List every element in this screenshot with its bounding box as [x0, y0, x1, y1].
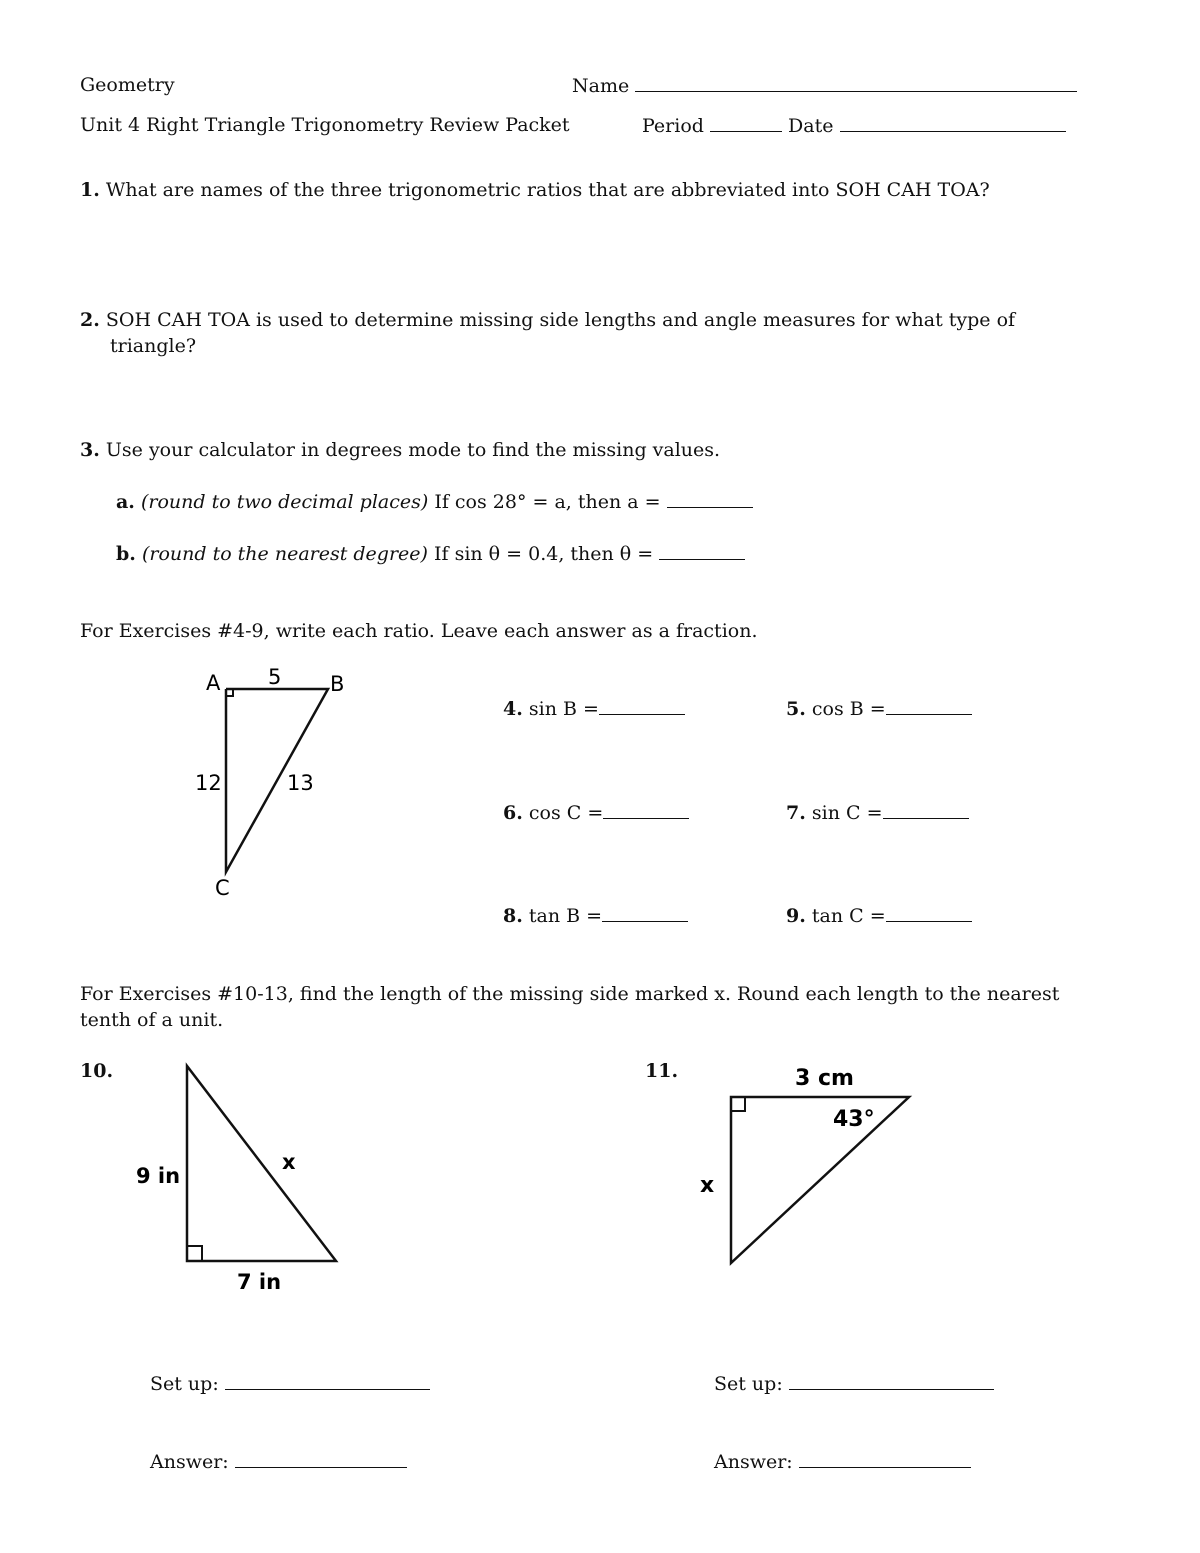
question-3a — [116, 489, 753, 514]
problem-10-figure — [130, 1055, 370, 1300]
exercise-4-blank[interactable] — [599, 696, 685, 715]
exercise-5 — [786, 696, 972, 721]
problem-10-number: 10. — [80, 1060, 114, 1082]
exercise-9-blank[interactable] — [886, 903, 972, 922]
problem-10-setup — [150, 1371, 430, 1396]
problem-10-leg-label: 9 in — [136, 1164, 181, 1188]
date-label: Date — [788, 115, 834, 137]
problem-11-answer-blank[interactable] — [799, 1449, 971, 1468]
question-2-text-line2: triangle? — [110, 335, 197, 357]
exercise-9 — [786, 903, 972, 928]
problem-11-number: 11. — [645, 1060, 679, 1082]
exercise-9-number: 9. — [786, 905, 806, 927]
exercises-10-13-instruction-line1: For Exercises #10-13, find the length of the missing side marked x. Round each length to the nearest — [80, 983, 1060, 1005]
side-ac-label: 12 — [195, 771, 222, 795]
exercises-4-9-instruction: For Exercises #4-9, write each ratio. Leave each answer as a fraction. — [80, 620, 758, 642]
exercise-7 — [786, 800, 969, 825]
triangle-abc-figure — [190, 660, 370, 905]
exercise-8-blank[interactable] — [602, 903, 688, 922]
course-title: Geometry — [80, 74, 175, 96]
vertex-c-label: C — [215, 876, 230, 900]
problem-11-setup-blank[interactable] — [789, 1371, 994, 1390]
question-3a-text: If cos 28° = a, then a = — [434, 491, 661, 513]
question-2-number: 2. — [80, 309, 100, 331]
question-3-text: Use your calculator in degrees mode to find the missing values. — [105, 439, 721, 461]
question-3b-hint: (round to the nearest degree) — [141, 543, 428, 565]
problem-10-answer-label: Answer: — [150, 1451, 229, 1473]
name-field[interactable] — [572, 73, 1077, 98]
question-3b-blank[interactable] — [659, 541, 745, 560]
exercise-6-blank[interactable] — [603, 800, 689, 819]
question-1 — [80, 178, 990, 202]
side-bc-label: 13 — [287, 771, 314, 795]
name-label: Name — [572, 75, 630, 97]
problem-11-triangle — [731, 1097, 909, 1263]
question-1-number: 1. — [80, 179, 100, 201]
problem-11-setup-label: Set up: — [714, 1373, 783, 1395]
question-3b-text: If sin θ = 0.4, then θ = — [434, 543, 654, 565]
problem-10-setup-blank[interactable] — [225, 1371, 430, 1390]
vertex-a-label: A — [206, 671, 221, 695]
exercises-10-13-instruction-line2: tenth of a unit. — [80, 1009, 224, 1031]
exercise-4 — [503, 696, 685, 721]
problem-10-base-label: 7 in — [237, 1270, 282, 1294]
exercise-6-expr: cos C = — [528, 802, 604, 824]
problem-10-triangle — [187, 1066, 336, 1261]
exercise-8 — [503, 903, 688, 928]
question-3-number: 3. — [80, 439, 100, 461]
exercise-6 — [503, 800, 689, 825]
exercise-8-number: 8. — [503, 905, 523, 927]
exercise-5-number: 5. — [786, 698, 806, 720]
question-1-text: What are names of the three trigonometric ratios that are abbreviated into SOH CAH TOA? — [105, 179, 990, 201]
problem-10-setup-label: Set up: — [150, 1373, 219, 1395]
vertex-b-label: B — [330, 672, 345, 696]
question-3 — [80, 438, 720, 462]
question-3a-hint: (round to two decimal places) — [140, 491, 429, 513]
problem-10-answer-blank[interactable] — [235, 1449, 407, 1468]
problem-11-top-label: 3 cm — [795, 1066, 854, 1091]
problem-11-right-angle-mark — [731, 1097, 745, 1111]
period-label: Period — [642, 115, 704, 137]
problem-11-answer-label: Answer: — [714, 1451, 793, 1473]
problem-10-answer — [150, 1449, 407, 1474]
exercise-4-number: 4. — [503, 698, 523, 720]
question-3a-blank[interactable] — [667, 489, 753, 508]
problem-10-right-angle-mark — [187, 1246, 202, 1261]
date-blank[interactable] — [840, 113, 1066, 132]
problem-11-x-label: x — [700, 1173, 715, 1198]
exercise-7-number: 7. — [786, 802, 806, 824]
exercise-8-expr: tan B = — [528, 905, 603, 927]
question-3a-label: a. — [116, 491, 135, 513]
problem-11-answer — [714, 1449, 971, 1474]
period-field[interactable] — [642, 113, 1066, 138]
problem-10-x-label: x — [282, 1150, 296, 1174]
packet-title: Unit 4 Right Triangle Trigonometry Review Packet — [80, 114, 570, 136]
exercise-7-blank[interactable] — [883, 800, 969, 819]
exercise-6-number: 6. — [503, 802, 523, 824]
question-3b — [116, 541, 745, 566]
name-blank[interactable] — [635, 73, 1077, 92]
side-ab-label: 5 — [268, 665, 282, 689]
exercise-5-expr: cos B = — [811, 698, 886, 720]
problem-11-setup — [714, 1371, 994, 1396]
exercise-5-blank[interactable] — [886, 696, 972, 715]
question-3b-label: b. — [116, 543, 136, 565]
problem-11-angle-label: 43° — [833, 1107, 875, 1132]
exercise-4-expr: sin B = — [528, 698, 599, 720]
question-2-text-line1: SOH CAH TOA is used to determine missing side lengths and angle measures for what type of — [105, 309, 1016, 331]
period-blank[interactable] — [710, 113, 782, 132]
exercise-9-expr: tan C = — [811, 905, 886, 927]
question-2 — [80, 308, 1015, 332]
exercise-7-expr: sin C = — [811, 802, 883, 824]
problem-11-figure — [690, 1055, 930, 1280]
